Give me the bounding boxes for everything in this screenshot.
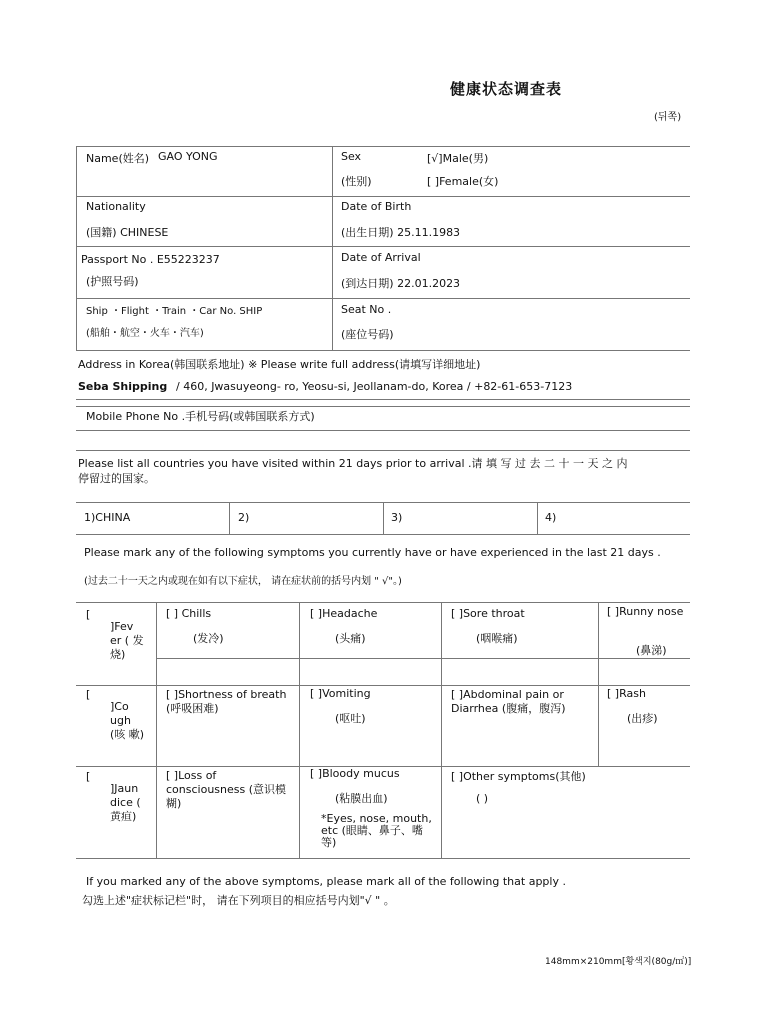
nationality-label: Nationality	[86, 200, 146, 213]
rash-cn: (出疹)	[627, 712, 658, 725]
runny-nose-cn: (鼻涕)	[636, 644, 667, 657]
country-4[interactable]: 4)	[545, 511, 557, 524]
chills-checkbox[interactable]: [ ] Chills	[166, 607, 212, 620]
address-label: Address in Korea(韩国联系地址) ※ Please write full address(请填写详细地址)	[78, 358, 481, 371]
transport-label-cn: (船舶・航空・火车・汽车)	[86, 328, 204, 339]
sex-label-cn: (性别)	[341, 175, 372, 188]
other-symptoms-input[interactable]: ( )	[476, 792, 489, 805]
chills-cn: (发冷)	[193, 632, 224, 645]
bloody-mucus-cn: (粘膜出血)	[335, 792, 388, 805]
dob-label: Date of Birth	[341, 200, 412, 213]
country-2[interactable]: 2)	[238, 511, 250, 524]
bloody-mucus-note: *Eyes, nose, mouth, etc (眼睛、鼻子、嘴等)	[321, 812, 432, 849]
countries-instruction-line2: 停留过的国家。	[78, 472, 155, 485]
country-1[interactable]: 1)CHINA	[84, 511, 131, 524]
paper-spec: 148mm×210mm[황색지(80g/㎡)]	[545, 957, 692, 967]
headache-checkbox[interactable]: [ ]Headache	[310, 607, 378, 620]
fever-bracket: [	[86, 608, 91, 621]
arrival-value[interactable]: (到达日期) 22.01.2023	[341, 277, 461, 290]
address-value[interactable]: / 460, Jwasuyeong- ro, Yeosu-si, Jeollanam-do, Korea / +82-61-653-7123	[176, 380, 573, 393]
sex-label: Sex	[341, 150, 362, 163]
symptoms-instruction-en: Please mark any of the following symptoms you currently have or have experienced in the last 21 days .	[84, 546, 661, 559]
bloody-mucus-checkbox[interactable]: [ ]Bloody mucus	[310, 767, 400, 780]
shortness-of-breath-checkbox[interactable]: [ ]Shortness of breath (呼吸困难)	[166, 688, 287, 715]
seat-label: Seat No .	[341, 303, 392, 316]
abdominal-pain-checkbox[interactable]: [ ]Abdominal pain or Diarrhea (腹痛，腹泻)	[451, 688, 566, 715]
name-label: Name(姓名)	[86, 152, 150, 165]
female-checkbox[interactable]: [ ]Female(女)	[427, 175, 499, 188]
page-side-note: (뒤쪽)	[654, 112, 682, 123]
cough-bracket: [	[86, 688, 91, 701]
vomiting-checkbox[interactable]: [ ]Vomiting	[310, 687, 371, 700]
countries-instruction-line1: Please list all countries you have visited within 21 days prior to arrival .请 填 写 过 去 二 十 一 天 之 内	[78, 457, 628, 470]
sore-throat-checkbox[interactable]: [ ]Sore throat	[451, 607, 525, 620]
vomiting-cn: (呕吐)	[335, 712, 366, 725]
jaundice-bracket: [	[86, 770, 91, 783]
transport-label[interactable]: Ship ・Flight ・Train ・Car No. SHIP	[86, 306, 263, 317]
nationality-value[interactable]: (国籍) CHINESE	[86, 226, 169, 239]
country-3[interactable]: 3)	[391, 511, 403, 524]
dob-value[interactable]: (出生日期) 25.11.1983	[341, 226, 461, 239]
symptoms-instruction-cn: (过去二十一天之内或现在如有以下症状， 请在症状前的括号内划 " √"。)	[84, 576, 402, 587]
name-value[interactable]: GAO YONG	[158, 150, 218, 163]
runny-nose-checkbox[interactable]: [ ]Runny nose	[607, 605, 684, 618]
mobile-phone-label[interactable]: Mobile Phone No .手机号码(或韩国联系方式)	[86, 410, 315, 423]
sore-throat-cn: (咽喉痛)	[476, 632, 518, 645]
passport-label-cn: (护照号码)	[86, 275, 139, 288]
arrival-label: Date of Arrival	[341, 251, 421, 264]
seat-label-cn: (座位号码)	[341, 328, 394, 341]
form-title: 健康状态调查表	[450, 80, 563, 98]
followup-instruction-cn: 勾选上述"症状标记栏"时， 请在下列项目的相应括号内划"√ " 。	[82, 894, 395, 907]
headache-cn: (头痛)	[335, 632, 366, 645]
passport-value[interactable]: Passport No . E55223237	[81, 253, 220, 266]
other-symptoms-checkbox[interactable]: [ ]Other symptoms(其他)	[451, 770, 586, 783]
followup-instruction-en: If you marked any of the above symptoms, please mark all of the following that apply .	[86, 875, 566, 888]
male-checkbox[interactable]: [√]Male(男)	[427, 152, 489, 165]
fever-checkbox[interactable]: ]Fev er ( 发 烧)	[110, 620, 144, 661]
loss-of-consciousness-checkbox[interactable]: [ ]Loss of consciousness (意识模糊)	[166, 769, 287, 810]
jaundice-checkbox[interactable]: ]Jaun dice ( 黄疸)	[110, 782, 141, 823]
address-company[interactable]: Seba Shipping	[78, 380, 168, 393]
cough-checkbox[interactable]: ]Co ugh (咳 嗽)	[110, 700, 145, 741]
rash-checkbox[interactable]: [ ]Rash	[607, 687, 646, 700]
